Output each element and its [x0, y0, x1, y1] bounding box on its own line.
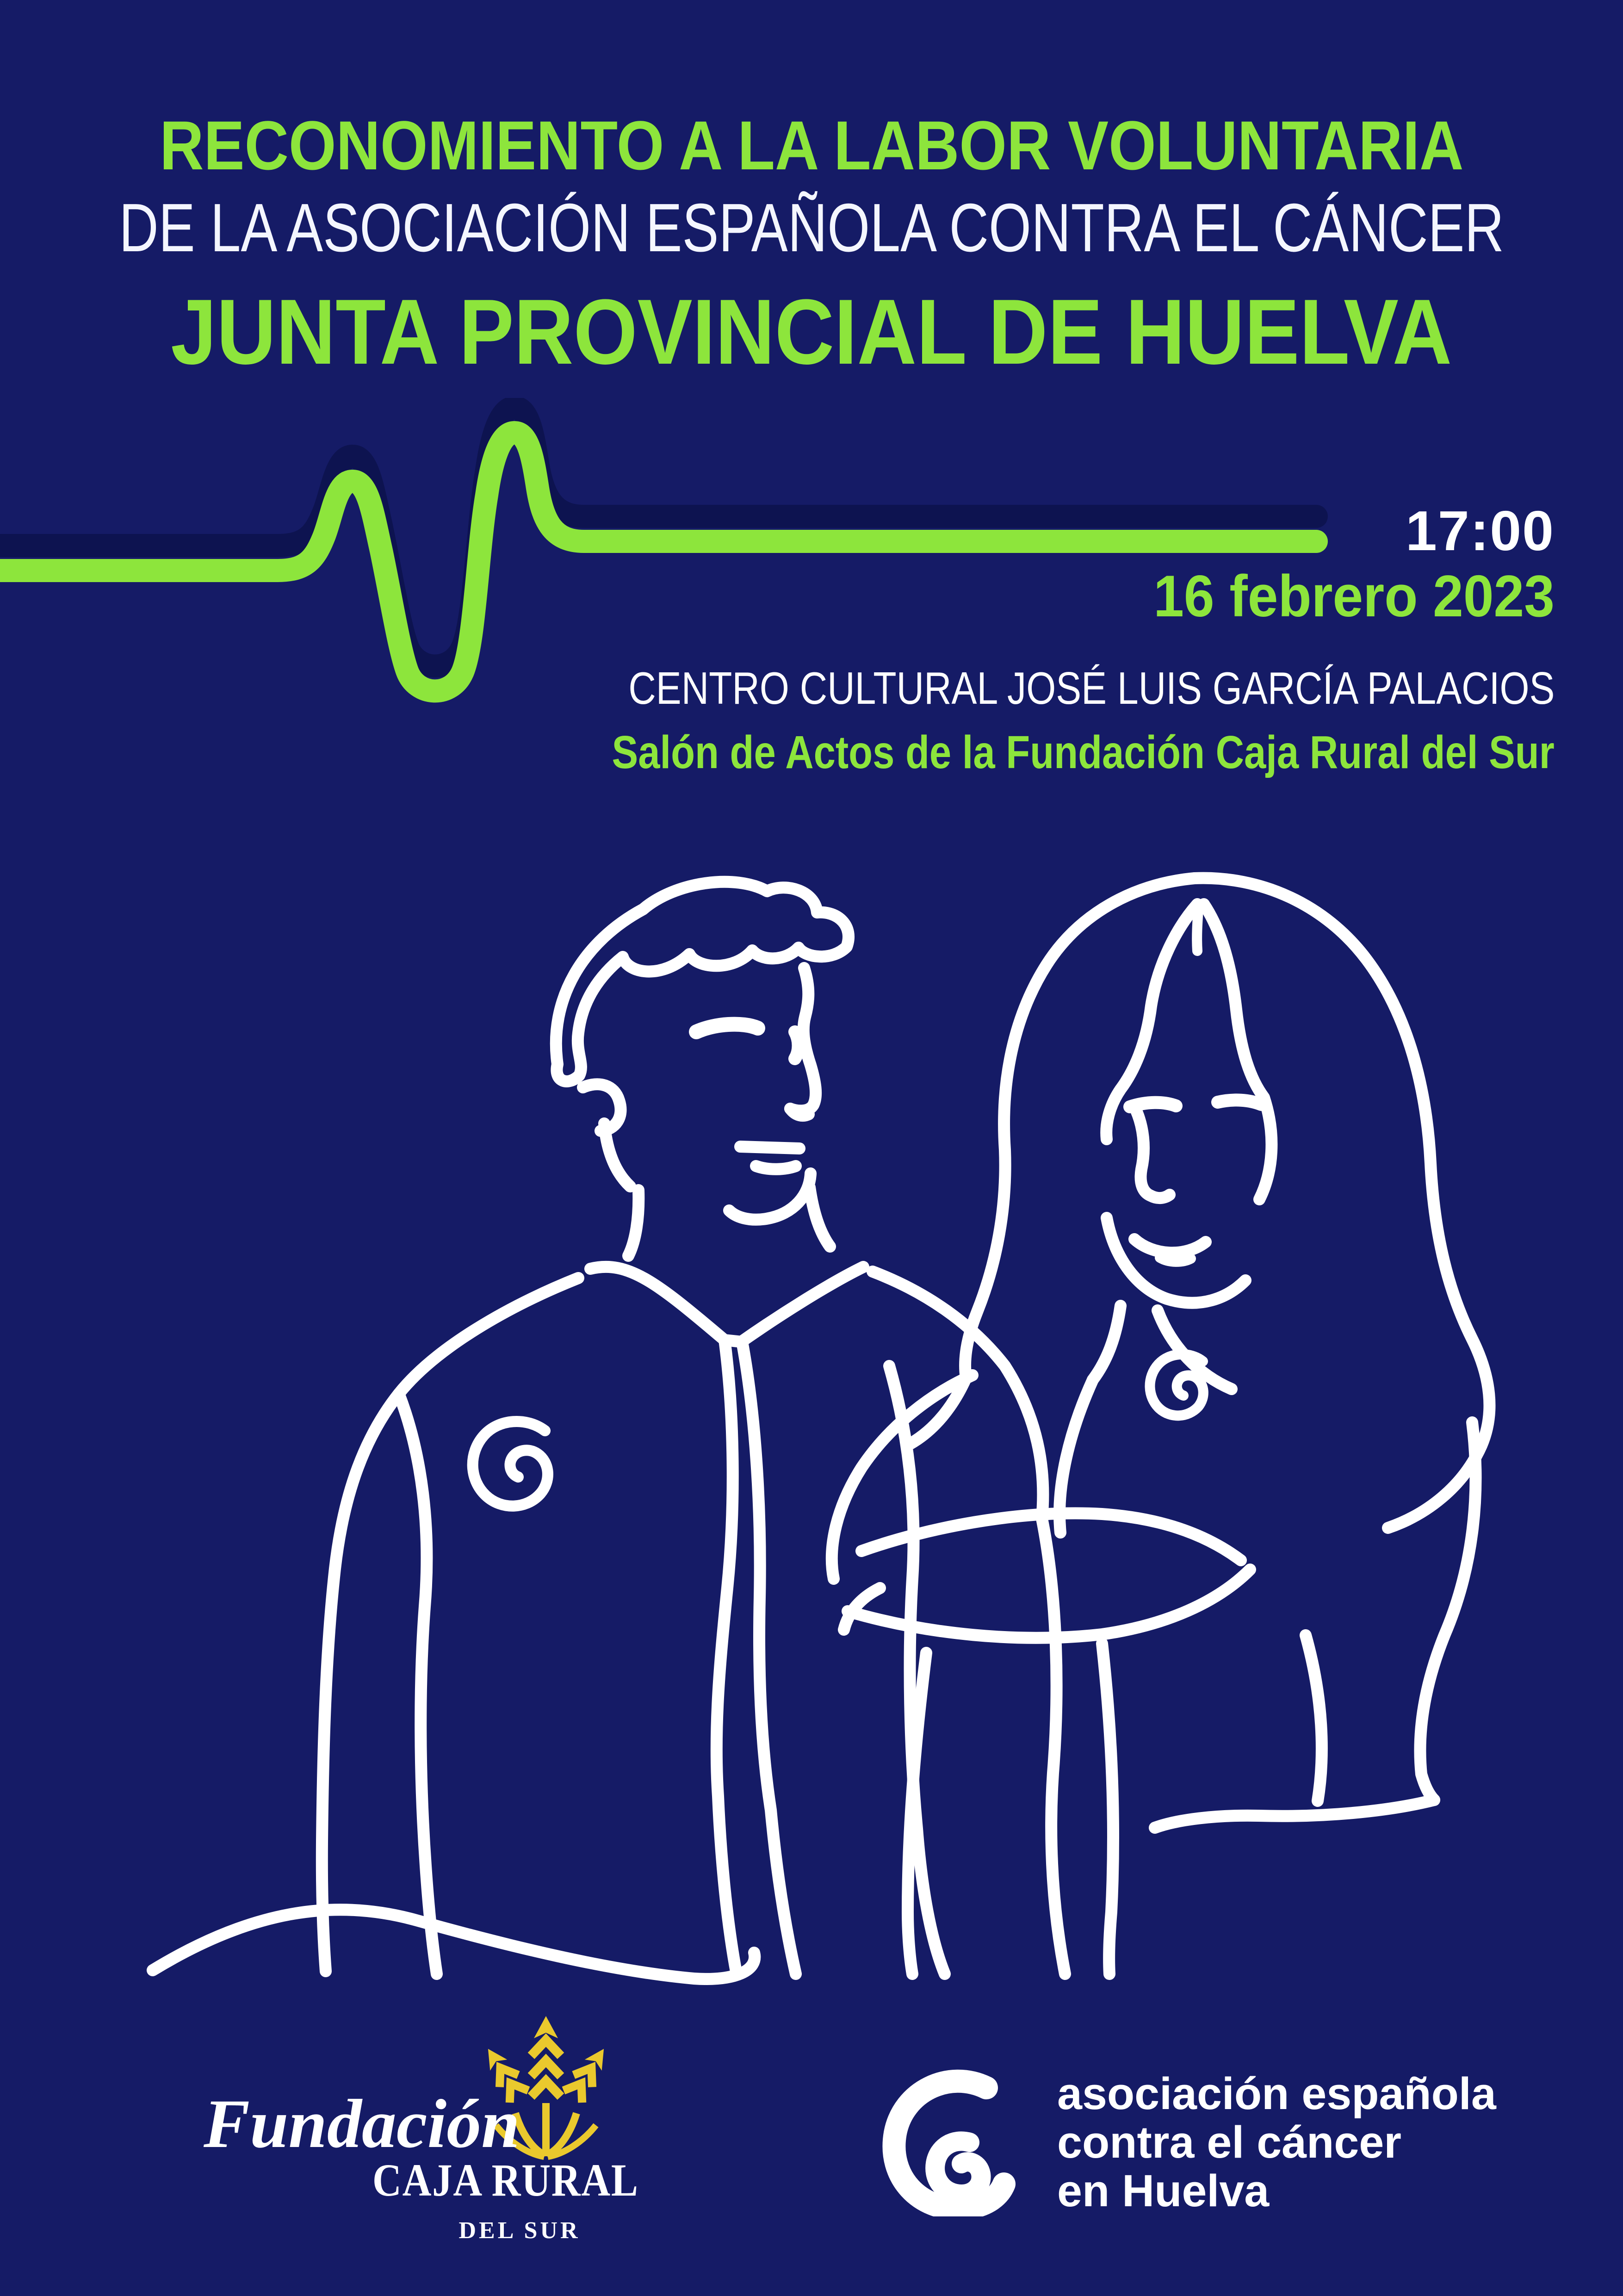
- man-neck-left: [628, 1190, 638, 1256]
- event-room: Salón de Actos de la Fundación Caja Rural del Sur: [612, 726, 1555, 778]
- aecc-logo: [879, 2064, 1601, 2267]
- man-collar-left: [590, 1267, 725, 1340]
- aecc-c-spiral: [935, 2141, 981, 2194]
- woman-lower-lip: [1160, 1258, 1191, 1262]
- man-upper-lip: [740, 1147, 799, 1148]
- woman-hairline-right: [1204, 904, 1271, 1199]
- man-lapel-right: [742, 1342, 796, 1974]
- man-collar-right: [741, 1267, 863, 1342]
- caja-rural-logo: [199, 1985, 777, 2272]
- woman-waist-line: [1306, 1635, 1322, 1801]
- man-right-arm: [1042, 1519, 1065, 1974]
- woman-jacket-hem: [1155, 1800, 1434, 1828]
- woman-body-mid: [1102, 1644, 1113, 1974]
- aecc-line-2: contra el cáncer: [1057, 2117, 1402, 2167]
- title-line-2: DE LA ASOCIACIÓN ESPAÑOLA CONTRA EL CÁNCER: [119, 190, 1504, 266]
- wheat-center-band-1: [531, 2040, 561, 2056]
- caja-rural-fundacion-text: Fundación: [204, 2085, 520, 2162]
- aecc-c-icon: [879, 2068, 1027, 2216]
- man-cheek: [604, 1123, 630, 1186]
- man-left-outline: [322, 1278, 578, 1971]
- man-neck-right: [810, 1187, 830, 1247]
- event-date: 16 febrero 2023: [1153, 563, 1555, 629]
- woman-right-eye: [1218, 1100, 1261, 1105]
- woman-hair-part: [1197, 909, 1198, 951]
- aecc-wordmark: [1057, 2069, 1496, 2215]
- woman-neck: [1093, 1306, 1121, 1380]
- heartbeat-green-line: [0, 433, 1316, 691]
- woman-nose: [1134, 1107, 1151, 1196]
- woman-nostril: [1151, 1195, 1170, 1198]
- caja-rural-delsur-text: DEL SUR: [458, 2217, 581, 2244]
- woman-figure: [832, 878, 1490, 1974]
- man-hem-curve: [153, 1910, 755, 1979]
- man-left-eye: [696, 1024, 758, 1032]
- aecc-line-1: asociación española: [1057, 2068, 1496, 2119]
- man-chest-line: [889, 1366, 945, 1974]
- event-time: 17:00: [1405, 499, 1555, 562]
- man-lower-lip: [756, 1166, 796, 1169]
- volunteers-line-art: [139, 847, 1527, 1985]
- aecc-line-3: en Huelva: [1057, 2166, 1270, 2216]
- man-lapel-left: [717, 1340, 737, 1974]
- aecc-c-small-icon: [473, 1421, 548, 1506]
- wheat-center-band-3: [531, 2081, 561, 2097]
- wheat-right-spike: [564, 2043, 613, 2103]
- event-venue: CENTRO CULTURAL JOSÉ LUIS GARCÍA PALACIOS: [628, 663, 1555, 714]
- title-line-3: JUNTA PROVINCIAL DE HUELVA: [171, 280, 1452, 384]
- man-chin: [729, 1173, 811, 1220]
- wheat-center-band-2: [531, 2060, 561, 2076]
- woman-smile: [1134, 1239, 1206, 1253]
- man-sleeve-line: [399, 1394, 437, 1974]
- caja-rural-name-text: CAJA RURAL: [372, 2154, 639, 2206]
- woman-hair-right: [1195, 878, 1489, 1528]
- title-line-1: RECONOMIENTO A LA LABOR VOLUNTARIA: [159, 106, 1464, 184]
- man-nostril: [790, 1109, 809, 1116]
